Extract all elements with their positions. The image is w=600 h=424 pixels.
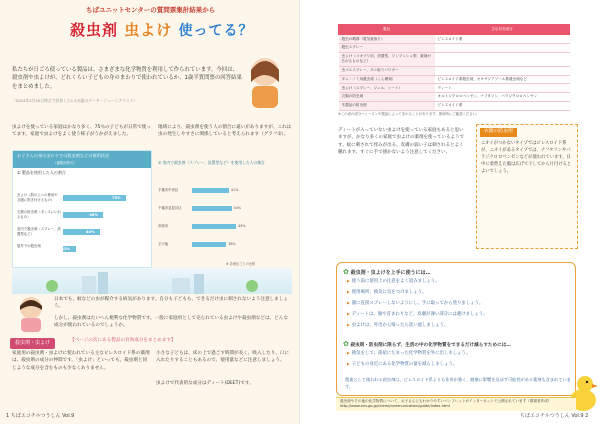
tip-item: ▶ 換気をして、部屋にたまった化学物質を外に出しましょう。 — [347, 351, 567, 358]
sidebar-text: ニオイがつかないタイプではピレスロイド系が、ニオイがあるタイプでは、ナフタリンやパラジクロロベンゼンなどが使われています。日中に着替えた服は広げて干してから片付けるとよいでしょう。 — [481, 140, 572, 175]
chart-2-bar-label: 千葉市花見川区 — [158, 206, 182, 210]
body-3: 家庭用の殺虫剤・虫よけに使われている主なピレスロイド系の薬剤は、殺虫剤の成分の仲間です。「虫よけ」といっても、殺虫剤と同じような成分を含むものも少なくありません。 — [12, 351, 150, 371]
tips-heading-text: 殺虫剤・虫よけを上手に使うには… — [350, 270, 431, 276]
clover-icon: ✿ — [343, 268, 349, 276]
table-row — [339, 35, 570, 44]
tips-body: 農業として使われる殺虫剤は、ピレスロイド系よりも作用が強く、健康に影響を及ぼす可能性がある薬剤も含まれています。 — [345, 377, 571, 389]
table-cell: 殺虫スプレー — [339, 44, 435, 53]
table-cell — [435, 44, 570, 53]
body-5: 虫よけで代表的な成分はディート(DEET)です。 — [156, 381, 254, 386]
tagline: ちばユニットセンターの質問票集計結果から — [86, 6, 216, 14]
table-body — [339, 35, 570, 111]
chart-1 — [12, 150, 152, 268]
table-row — [339, 93, 570, 102]
table-cell: 虫ゴエスプレー、ダニ取りパウダー — [339, 66, 435, 75]
city-illustration — [12, 268, 292, 294]
chart-1-bar-label: 虫よけ（肌の上への使用や衣服に吹き付けるもの） — [17, 193, 58, 202]
table-cell: 殺虫の噴霧（電気蚊取り） — [339, 35, 435, 44]
table-cell: 木製品の防虫剤 — [339, 101, 435, 110]
intro-note: （2014年2月20日時点で回答した1.5万組のデータ・ジューニアリスト） — [12, 98, 138, 103]
column-2: 地域により、殺虫剤を使う人の割合に違いがありますが、これは虫の発生しやすさに関係していると考えられます（グラフ②）。 — [158, 125, 292, 138]
table-cell: 虫よけ（ゴキブリ用、設置型、ワンプッシュ型、薬剤が広がるものなど） — [339, 52, 435, 66]
intro-text: 私たちが日ごろ使っている製品は、さまざまな化学物質を利用して作られています。今回は、殺虫剤や虫よけが、どれくらい子どもの身のまわりで使われているか、1歳半質問票の回答結果をまとめました。 — [12, 67, 242, 90]
chart-2-bar-value: 44% — [233, 206, 242, 210]
chart-2-note: ※ 各地区ごとの比較 — [226, 262, 256, 266]
table-row — [339, 52, 570, 66]
chart-1-bar-value: 44% — [85, 229, 95, 234]
city-skyline — [12, 268, 292, 294]
ingredient-table — [338, 24, 570, 111]
body-4: 小さな子どもは、床の上で過ごす時間が長く、吸入したり、口に入れたりすることもあるので、使用量などに注意しましょう。 — [156, 351, 290, 364]
table-cell: ダニ・ノミ用殺虫剤（くん煙剤） — [339, 75, 435, 84]
chart-2-bar-label: 千葉市中央区 — [158, 188, 179, 192]
chart-1-bar-label: 屋外での殺虫剤 — [17, 244, 41, 248]
footer-note: 殺虫剤やその他の化学物質について、お子さんにもわかりやすいパンフレットがインターネットで公開されています（環境省作成）http://www.env.go.jp/chemi/communication/guide/index.html — [336, 397, 576, 411]
column-1: 虫よけを使っている家庭はかなり多く、75％の子どもが日常で使ってます。家庭で虫よけをよく使う様子がうかがえました。 — [12, 125, 151, 138]
chart-2-bar-value: 41% — [230, 188, 239, 192]
table-header: 主な有効成分 — [435, 25, 570, 35]
chart-1-bar-label: 室内で殺虫剤（スプレー、設置型など） — [17, 227, 61, 236]
chart-2-bar — [192, 206, 232, 211]
chart-2-bar-label: 市原市 — [158, 224, 169, 228]
table-row — [339, 66, 570, 75]
tip-item: ▶ 使う前に使用上の注意をよく読みましょう。 — [347, 279, 567, 286]
table-cell: ピレスロイド系 — [435, 101, 570, 110]
mother-illustration — [238, 52, 292, 110]
chart-1-bar-value: 15% — [61, 246, 71, 251]
chart-1-head: お子さんの身のまわりでの殺虫剤などの使用状況 — [13, 151, 151, 161]
right-column-text: ディートが入っていない虫よけを使っている家庭もあると思いますが、かなり多くの家庭で虫よけの薬剤を使っているようです。蚊に刺されて痒みが出る、皮膚の弱い子は刺されるとよく腫れます。すぐに手で掻かないよう注意してください。 — [338, 128, 464, 156]
table-cell: 虫よけ（スプレー、ジェル、シート） — [339, 84, 435, 93]
table-row — [339, 84, 570, 93]
table-cell — [435, 52, 570, 66]
table-cell — [435, 66, 570, 75]
table-cell: ピレスロイド系殺虫剤、オキサジアゾール系殺虫剤など — [435, 75, 570, 84]
table-cell: ピレスロイド系 — [435, 35, 570, 44]
table-header: 製品 — [339, 25, 435, 35]
child-illustration — [12, 294, 50, 334]
tip-item: ▶ 虫よけは、外出から帰ったら洗い流しましょう。 — [347, 323, 567, 330]
chart-1-bar-value: 75% — [112, 195, 121, 200]
table-cell: 衣服の防虫剤 — [339, 93, 435, 102]
chart-2-bar — [192, 188, 229, 193]
title-b: 虫よけ — [124, 21, 173, 39]
title-a: 殺虫剤 — [70, 21, 119, 39]
table-row — [339, 75, 570, 84]
section-heading-insecticide: 殺虫剤・虫よけ — [10, 338, 55, 349]
tip-item: ▶ 子どもの身近にある化学物質の量を減らしましょう。 — [347, 362, 567, 369]
title-c: 使ってる？ — [178, 23, 254, 39]
body-1: 日本でも、蚊などの虫が媒介する病気があります。自分も子どもも、できるだけ虫に刺されないよう注意しましょう。 — [54, 297, 288, 310]
sidebar-heading: 衣類の防虫剤 — [480, 128, 517, 137]
chart-2-bar — [192, 242, 226, 247]
page-number-right: ちばエコチルつうしん Vol.9 2 — [520, 412, 589, 419]
clover-icon: ✿ — [343, 340, 349, 348]
body-2: しかし、殺虫剤はたいへん便利な化学物質です。一般に家庭用として売られている虫よけや殺虫剤などは、どんな成分が使われているのでしょうか。 — [54, 316, 288, 329]
tip-item: ▶ ディートは、顔や首まわりなど、皮膚が薄い部分には避けましょう。 — [347, 312, 567, 319]
chart-1-bar-label: 衣類の防虫剤（タンスにいれるもの） — [17, 210, 61, 219]
tips-heading-2-text: 殺虫剤・防虫剤に限らず、生活の中の化学物質をできるだけ減らすためには… — [350, 343, 511, 348]
chart-1-sub: （複数回答可） — [13, 161, 151, 168]
page-number-left: 1 ちばエコチルつうしん Vol.9 — [6, 412, 75, 419]
tips-heading-2 — [343, 339, 511, 350]
tips-heading — [343, 267, 431, 277]
table-note: ※この表の成分ハシーズンや製品によって変わることがあります。使用時にご確認ください。 — [338, 112, 480, 116]
chart-2-bar-label: その他 — [158, 242, 169, 246]
table-cell: ディート — [435, 84, 570, 93]
page-title — [70, 20, 254, 42]
section-subheading: 【ページの次にある製品の有効成分をまとめます】 — [70, 338, 176, 343]
chart-2-bar — [192, 224, 236, 229]
chart-1-category: ① 製品を使用した人の割合 — [17, 170, 66, 176]
tips-box — [336, 262, 576, 396]
tip-item: ▶ 使用場所、換気に気をつけましょう。 — [347, 290, 567, 297]
table-cell: オルトジクロロベンゼン、ナフタリン、パラジクロロベンゼン — [435, 93, 570, 102]
chart-2-bar-value: 38% — [228, 242, 236, 246]
chart-2 — [158, 184, 286, 262]
chart-1-bar-value: 48% — [89, 212, 98, 217]
table-row — [339, 101, 570, 110]
tip-item: ▶ 顔に直接スプレーしないようにし、手に取ってから塗りましょう。 — [347, 301, 567, 308]
sidebar-clothing — [476, 124, 578, 249]
table-row — [339, 44, 570, 53]
chart-2-bar-value: 49% — [238, 224, 246, 228]
chart-2-title: ② 室内で殺虫剤（スプレー、設置型など）を使用した人の割合 — [158, 160, 265, 165]
